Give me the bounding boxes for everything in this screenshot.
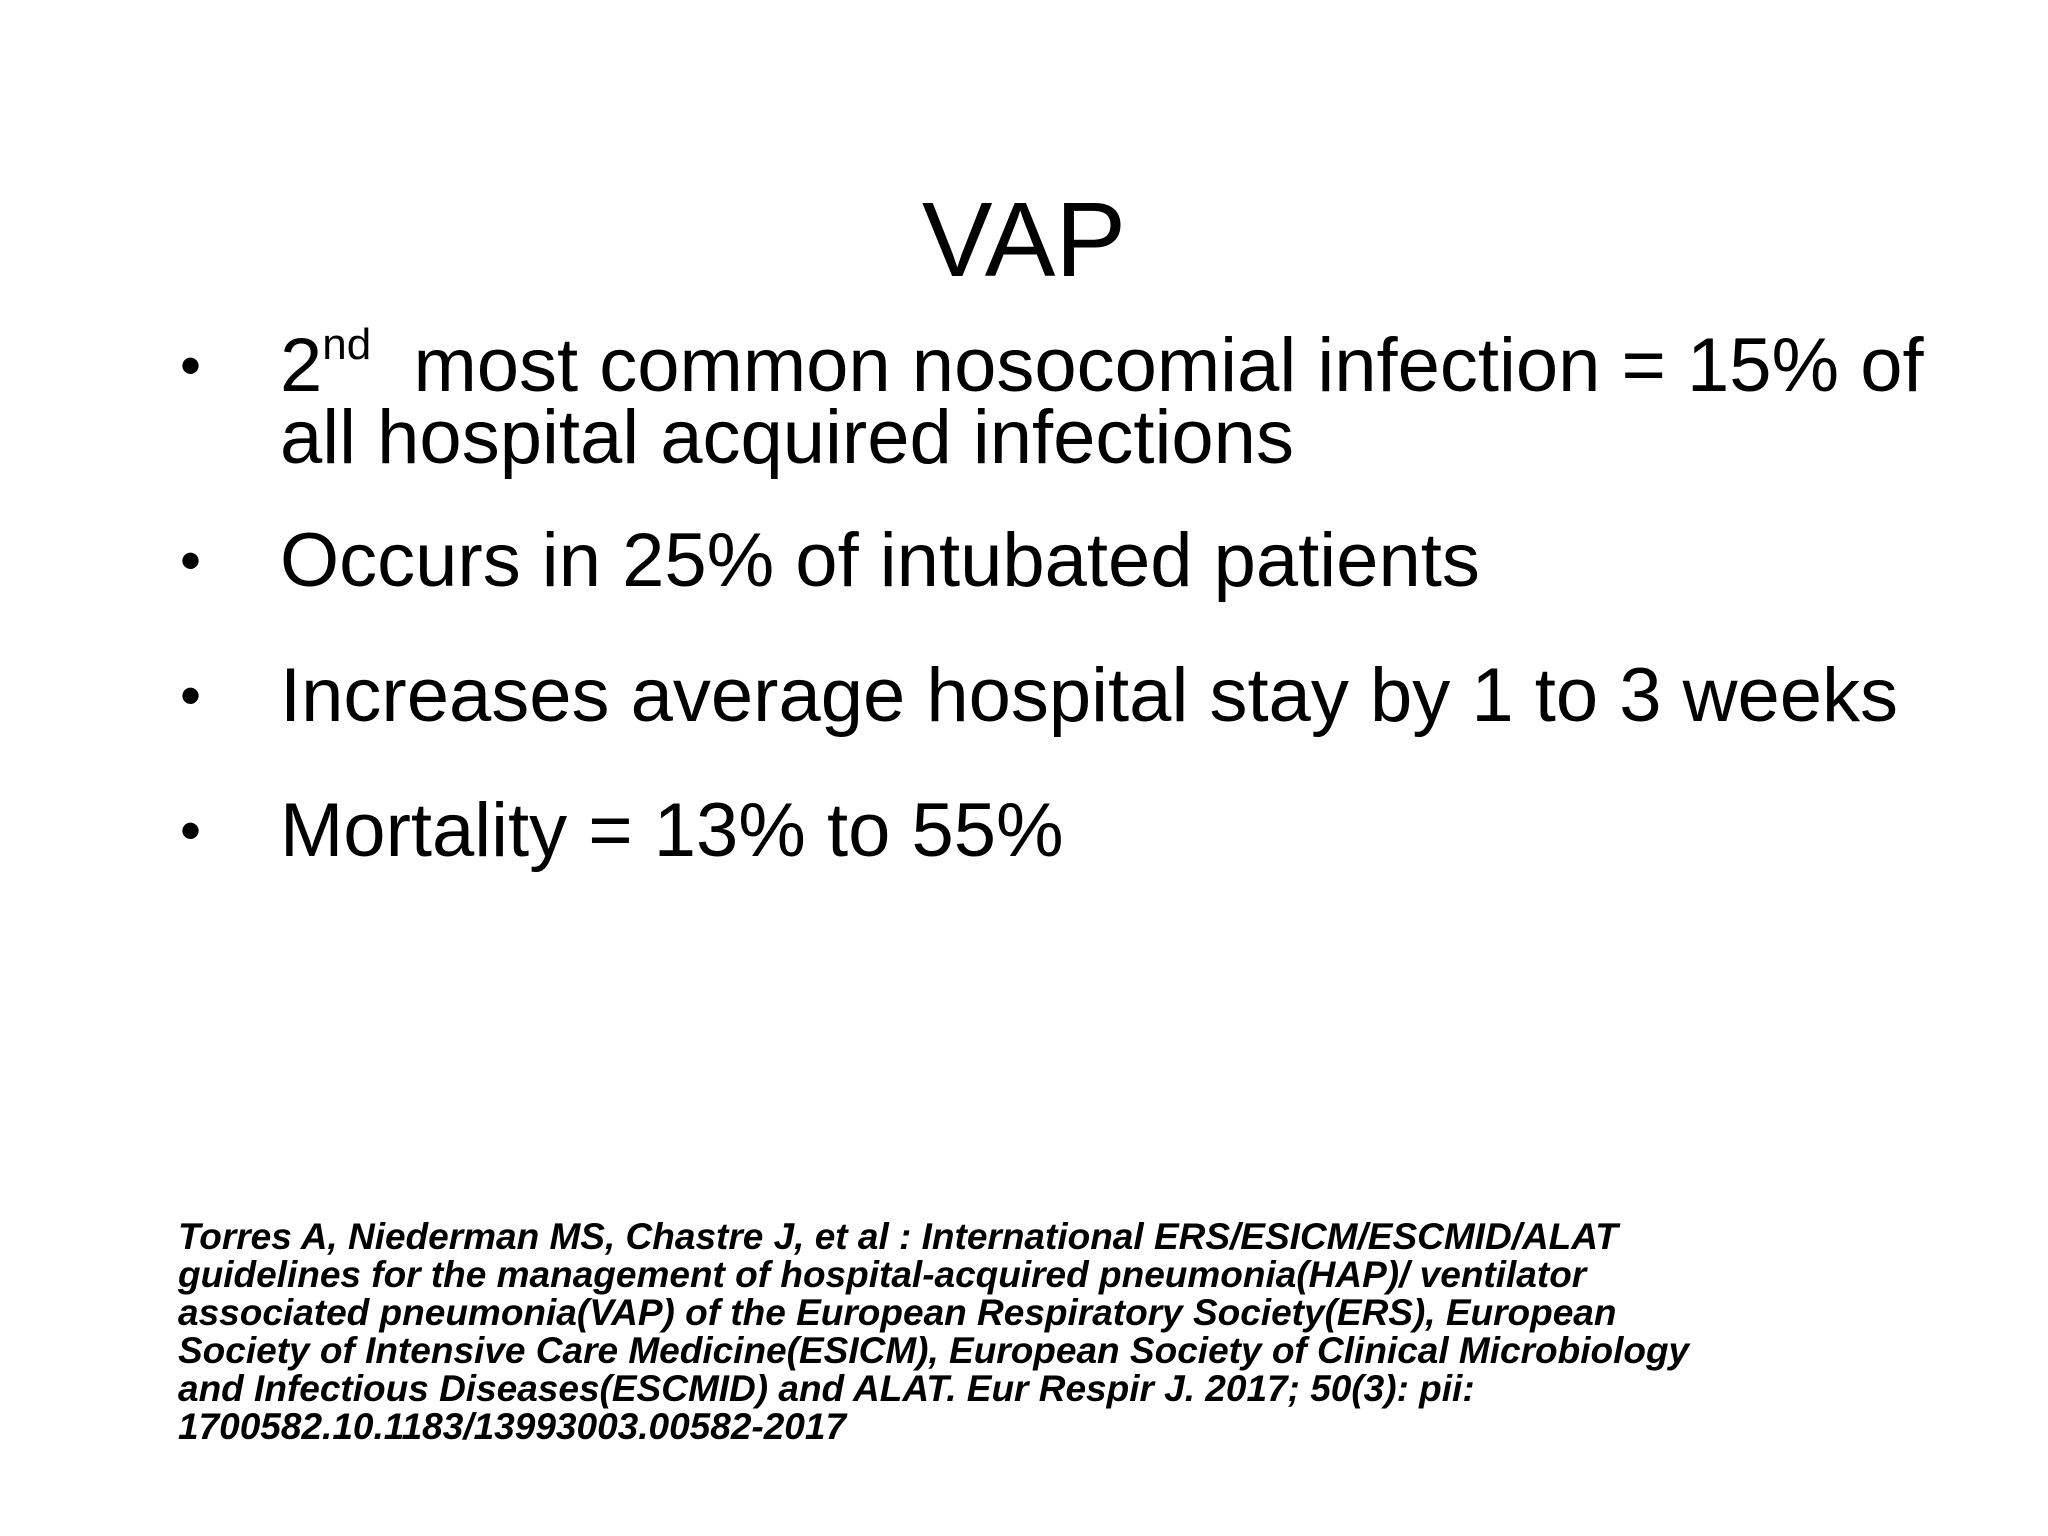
- bullet-text: Mortality = 13% to 55%: [280, 788, 1064, 873]
- bullet-text-rest: most common nosocomial infection = 15% of all hospital acquired infections: [280, 323, 1945, 480]
- citation-line: guidelines for the management of hospital-acquired pneumonia(HAP)/ ventilator: [178, 1254, 1587, 1295]
- bullet-text-prefix: 2: [280, 323, 323, 408]
- citation-line: associated pneumonia(VAP) of the European Respiratory Society(ERS), European: [178, 1292, 1617, 1333]
- slide-title: VAP: [921, 181, 1127, 299]
- citation: [178, 1218, 1878, 1446]
- citation-line: Society of Intensive Care Medicine(ESICM), European Society of Clinical Microbiology: [178, 1330, 1690, 1371]
- bullet-text: [280, 319, 2000, 480]
- bullet-marker: •: [180, 662, 202, 729]
- bullet-text: Increases average hospital stay by 1 to 3 weeks: [280, 653, 1899, 738]
- bullet-marker: •: [180, 527, 202, 594]
- bullet-marker: •: [180, 332, 202, 399]
- citation-line: and Infectious Diseases(ESCMID) and ALAT. Eur Respir J. 2017; 50(3): pii:: [178, 1368, 1475, 1409]
- bullet-text: Occurs in 25% of intubated patients: [280, 518, 1480, 603]
- bullet-marker: •: [180, 797, 202, 864]
- bullet-text-superscript: nd: [322, 319, 372, 369]
- citation-line: Torres A, Niederman MS, Chastre J, et al : International ERS/ESICM/ESCMID/ALAT: [178, 1216, 1618, 1257]
- citation-line: 1700582.10.1183/13993003.00582-2017: [178, 1406, 847, 1447]
